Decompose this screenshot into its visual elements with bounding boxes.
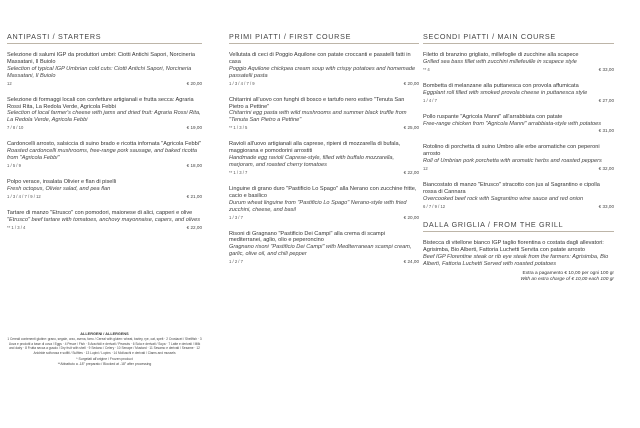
item-price: € 20,00 (186, 80, 202, 86)
item-price: € 31,00 (598, 128, 614, 134)
item-name-en: Durum wheat linguine from "Pastificio Lo Spago" Nerano-style with fried zucchini, cheese, and basil (229, 199, 407, 213)
item-name-en: Overcooked beef rock with Sagrantino wine sauce and red onion (423, 195, 584, 202)
menu-item (423, 144, 614, 171)
item-price: € 33,00 (598, 203, 614, 209)
item-price: € 25,00 (403, 125, 419, 131)
item-allergens: ** 4 (423, 66, 430, 72)
menu-item (7, 141, 202, 168)
item-name-en: Selection of local farmer's cheese with jams and dried fruit: Agraria Rossi Rita, La Redola Verde, Agricola Febbi (7, 110, 201, 124)
item-price: € 24,00 (403, 259, 419, 265)
item-name-en: Gragnano risoni "Pastificio Dei Campi" with Mediterranean scampi cream, garlic, olive oil, and chili pepper (229, 244, 412, 258)
item-name-it: Tartare di manzo "Etrusco" con pomodori, maionese di alici, capperi e olive (7, 209, 193, 216)
frozen-note: * Surgelati all'origine / Frozen product (76, 357, 133, 362)
item-price: € 22,00 (186, 224, 202, 230)
item-price: € 18,00 (186, 162, 202, 168)
item-allergens: 1 / 3 / 4 / 7 / 9 / 12 (7, 193, 41, 199)
item-price: € 27,00 (598, 97, 614, 103)
item-allergens: 1 / 2 / 7 (229, 259, 243, 265)
section-title-starters: ANTIPASTI / STARTERS (7, 32, 202, 44)
allergens-list: 1 Cereali contenenti glutine: grano, segale, orzo, avena, farro / Cereal with gluten: wheat, barley, rye, oat, spelt · 2 Crostacei / Shellfish · 3 Uova e prodotti a base di uova / Eggs · 4 Pesce / Fish · 5 Arachidi e derivati / Peanuts · 6 Soia e derivati / Soya · 7 Latte e derivati / Milk and dairy · 8 Frutta secca a guscio / Dry fruit with shell · 9 Sedano / Celery · 10 Senape / Mustard · 11 Sesamo e derivati / Sesame · 12 Anidride solforosa e solfiti / Sulfites · 13 Lupini / Lupins · 14 Molluschi e derivati / Clams and mussels (7, 337, 202, 355)
item-price: € 32,00 (598, 166, 614, 172)
item-name-en: Eggplant roll filled with smoked provola cheese in puttanesca style (423, 89, 588, 96)
item-name-it: Linguine di grano duro "Pastificio Lo Spago" alla Nerano con zucchine fritte, cacio e basilico (229, 185, 417, 199)
item-name-it: Bombetta di melanzane alla puttanesca con provola affumicata (423, 82, 579, 89)
item-name-it: Selezione di salumi IGP da produttori umbri: Ciotti Antichi Sapori, Norcineria Massatani, Il Buiolo (7, 52, 195, 65)
item-price: € 19,00 (186, 125, 202, 131)
menu-item (229, 97, 419, 131)
menu-item (7, 179, 202, 199)
item-name-en: Roll of Umbrian pork porchetta with aromatic herbs and roasted peppers (423, 158, 602, 165)
item-allergens: 7 / 8 / 10 (7, 125, 24, 131)
menu-item (229, 231, 419, 265)
menu-item (423, 52, 614, 72)
item-allergens: ** 1 / 3 / 5 (229, 125, 248, 131)
grill-item (423, 240, 614, 284)
menu-item (229, 186, 419, 220)
item-allergens: 1 / 5 / 9 (7, 162, 21, 168)
item-name-it: Chitarrini all'uovo con funghi di bosco e tartufo nero estivo "Tenuta San Pietro a Pettine" (229, 96, 405, 110)
item-allergens: 6 / 7 / 9 / 12 (423, 203, 446, 209)
item-name-en: Chitarrini egg pasta with wild mushrooms and summer black truffle from "Tenuta San Pietro a Pettine" (229, 110, 407, 124)
item-name-en: Grilled sea bass fillet with zucchini millefeuille in scapece style (423, 58, 577, 65)
item-allergens: 1 / 3 / 7 (229, 214, 243, 220)
item-name-it: Pollo ruspante "Agricola Manni" all'arrabbiata con patate (423, 113, 563, 120)
item-name-en: "Etrusco" beef tartare with tomatoes, anchovy mayonnaise, capers, and olives (7, 216, 201, 223)
main-course-column (423, 32, 614, 295)
menu-item (423, 83, 614, 103)
item-price: € 20,00 (403, 214, 419, 220)
item-name-en: Poggio Aquilone chickpea cream soup with crispy potatoes and homemade passatelli pasta (229, 65, 416, 79)
item-name-it: Filetto di branzino grigliato, millefoglie di zucchine alla scapece (423, 52, 579, 58)
item-name-en: Roasted cardoncelli mushrooms, free-range pork sausage, and baked ricotta from "Agricola Febbi" (7, 148, 197, 162)
allergens-legend (7, 332, 202, 367)
grill-name-it: Bistecca di vitellone bianco IGP taglio fiorentina o costata dagli allevatori: Agrisimba, Bio Alberti, Fattoria Luchetti Servita con patate arrosto (423, 239, 604, 253)
extra-charge-en: With an extra charge of € 10,00 each 100 gr (520, 277, 614, 283)
menu-item (7, 97, 202, 131)
item-price: € 33,00 (598, 66, 614, 72)
item-name-it: Vellutata di ceci di Poggio Aquilone con patate croccanti e pasatelli fatti in casa (229, 52, 411, 65)
first-course-column (229, 32, 419, 275)
section-title-first-course: PRIMI PIATTI / FIRST COURSE (229, 32, 419, 44)
menu-item (423, 114, 614, 134)
menu-item (229, 52, 419, 86)
grill-name-en: Beef IGP Florentine steak or rib eye steak from the farmers: Agrisimba, Bio Alberti, Fattoria Luchetti Served with roasted potatoes (423, 253, 609, 267)
extra-charge-it: Extra a pagamento € 10,00 per ogni 100 gr (522, 270, 614, 276)
item-name-en: Handmade egg ravioli Caprese-style, filled with buffalo mozzarella, marjoram, and roasted cherry tomatoes (229, 155, 395, 168)
allergens-title: ALLERGENI / ALLERGENS (80, 332, 129, 336)
item-name-it: Biancostato di manzo "Etrusco" stracotto con jus al Sagrantino e cipolla rossa di Cannara (423, 182, 600, 196)
menu-item (7, 52, 202, 86)
menu-item (423, 182, 614, 209)
item-name-it: Risoni di Gragnano "Pastificio Dei Campi" alla crema di scampi mediterranei, aglio, olio e peperoncino (229, 230, 385, 244)
item-name-it: Rotolino di porchetta di suino Umbro alle erbe aromatiche con peperoni arrosto (423, 144, 600, 158)
menu-item (7, 210, 202, 230)
item-price: € 21,00 (186, 193, 202, 199)
item-allergens: 12 (7, 80, 12, 86)
item-name-it: Ravioli all'uovo artigianali alla caprese, ripieni di mozzarella di bufala, maggiorana e pomodorini arrostiti (229, 141, 401, 155)
menu-item (229, 141, 419, 175)
item-name-en: Free-range chicken from "Agricola Manni" arrabbiata-style with potatoes (423, 120, 602, 127)
item-allergens: ** 1 / 3 / 4 (7, 224, 26, 230)
item-name-it: Cardoncelli arrosto, salsiccia di suino brado e ricotta infornata "Agricola Febbi" (7, 141, 201, 148)
item-allergens: 12 (423, 166, 428, 172)
item-name-it: Polpo verace, insalata Olivier e flan di piselli (7, 178, 117, 185)
starters-column (7, 32, 202, 241)
item-price: € 20,00 (403, 80, 419, 86)
item-name-en: Fresh octopus, Olivier salad, and pea flan (7, 185, 111, 192)
item-name-it: Selezione di formaggi locali con confetture artigianali e frutta secca: Agraria Rossi Rita, La Redola Verde, Agricola Febbi (7, 96, 194, 110)
item-name-en: Selection of typical IGP Umbrian cold cuts: Ciotti Antichi Sapori, Norcineria Massatani, Il Buiolo (7, 65, 192, 79)
section-title-grill: DALLA GRIGLIA / FROM THE GRILL (423, 220, 614, 232)
blast-chilled-note: **Abbattuto a -18° preparato / Blocked at -18° after processing (57, 361, 152, 366)
item-allergens: 1 / 3 / 4 / 7 / 9 (229, 80, 255, 86)
item-allergens: 1 / 4 / 7 (423, 97, 437, 103)
section-title-main-course: SECONDI PIATTI / MAIN COURSE (423, 32, 614, 44)
item-price: € 22,00 (403, 169, 419, 175)
item-allergens: ** 1 / 3 / 7 (229, 169, 248, 175)
